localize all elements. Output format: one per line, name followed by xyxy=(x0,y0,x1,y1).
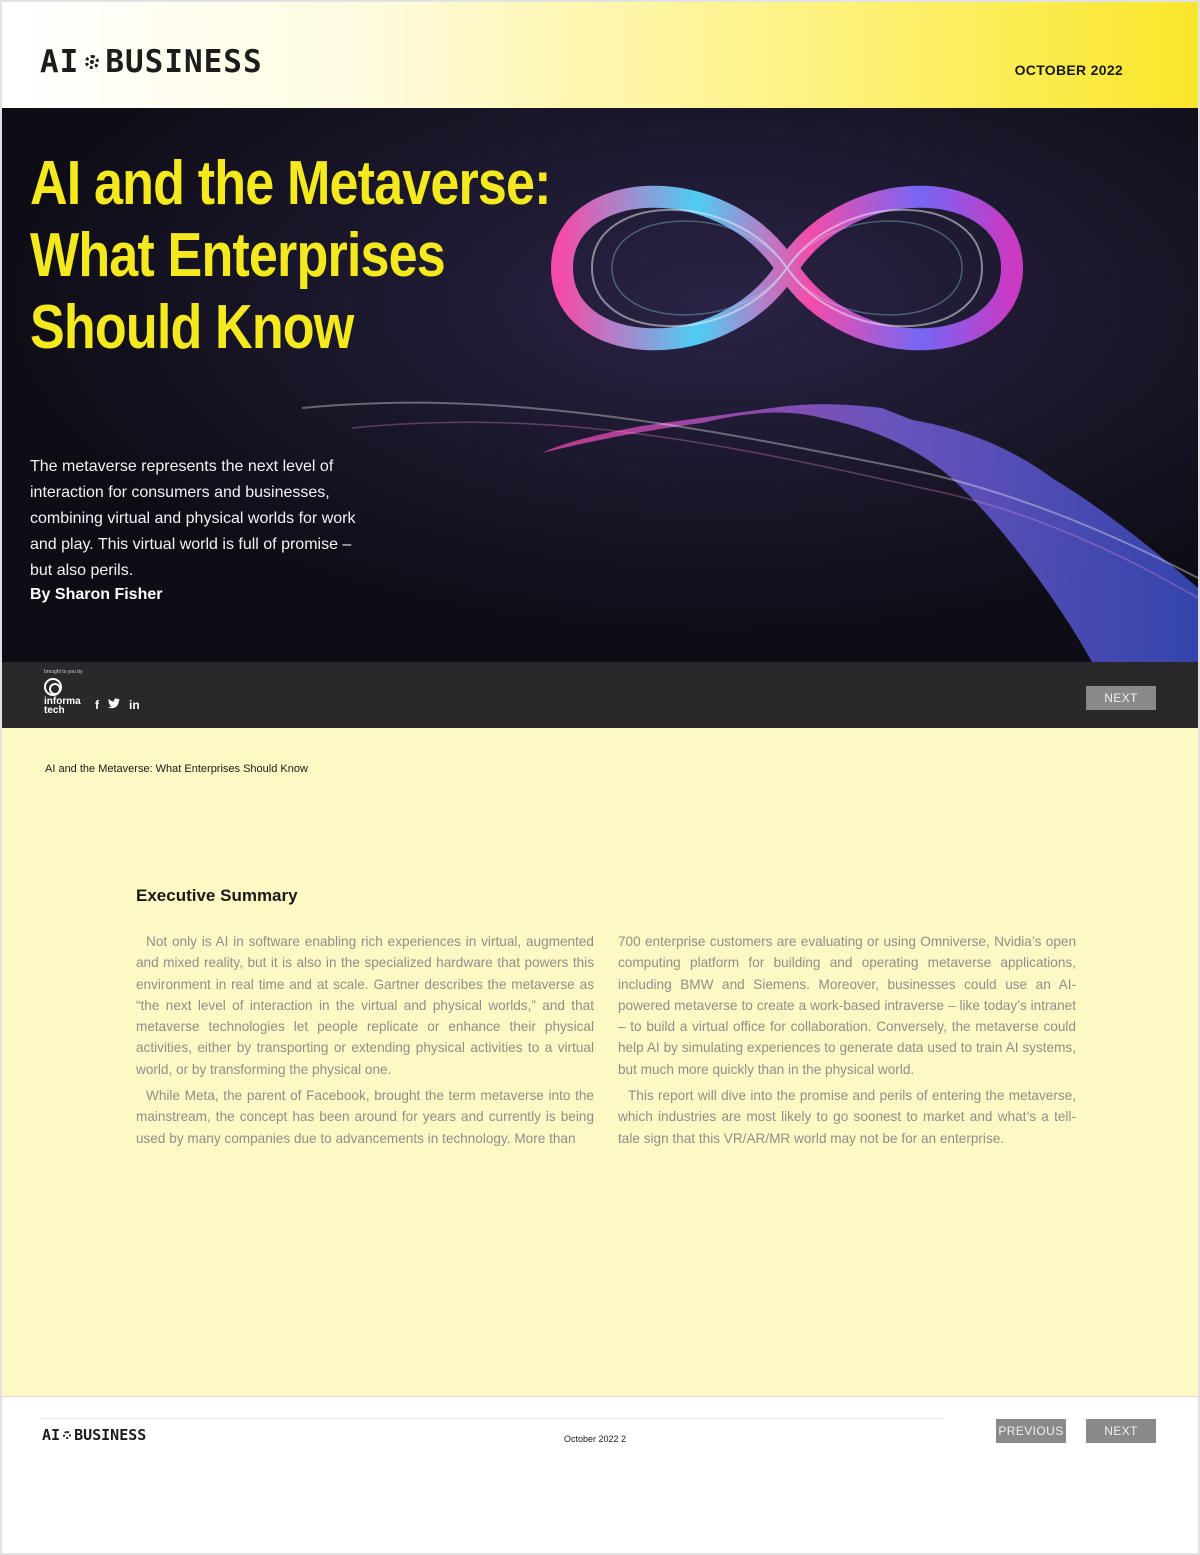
sponsor-line-1: informa xyxy=(44,696,81,707)
paragraph: 700 enterprise customers are evaluating or using Omniverse, Nvidia’s open computing platform for building and operating metaverse applications, including BMW and Siemens. Moreover, businesses could use an AI-powered metaverse to create a work-based intraverse – like today’s intranet – to build a virtual office for collaboration. Conversely, the metaverse could help AI by simulating experiences to generate data used to train AI systems, but much more quickly than in the physical world. xyxy=(618,934,1076,1077)
next-button[interactable]: NEXT xyxy=(1086,686,1156,710)
hero-title-line-2: What Enterprises xyxy=(30,221,445,290)
section-title: Executive Summary xyxy=(136,886,298,905)
gear-icon xyxy=(63,1431,71,1439)
running-head: AI and the Metaverse: What Enterprises Should Know xyxy=(45,763,308,775)
logo-text-ai: AI xyxy=(40,44,80,80)
footer-logo-text-business: BUSINESS xyxy=(74,1426,147,1444)
twitter-icon[interactable] xyxy=(108,698,120,712)
footer-logo xyxy=(42,1426,146,1444)
body-column-right xyxy=(618,931,1076,1149)
next-button[interactable]: NEXT xyxy=(1086,1419,1156,1443)
hero-toolbar xyxy=(2,662,1198,728)
gear-icon xyxy=(85,55,99,69)
facebook-icon[interactable]: f xyxy=(95,698,99,712)
linkedin-icon[interactable]: in xyxy=(129,698,140,712)
brought-to-you-by: brought to you by xyxy=(44,669,83,675)
ai-business-logo xyxy=(40,44,263,80)
informa-logo-icon xyxy=(44,678,62,696)
sponsor-line-2: tech xyxy=(44,705,65,716)
footer-divider xyxy=(42,1418,942,1419)
issue-date: OCTOBER 2022 xyxy=(1014,62,1123,78)
hero-intro: The metaverse represents the next level of interaction for consumers and businesses, combining virtual and physical worlds for work and play. This virtual world is full of promise – but also perils. xyxy=(30,458,356,579)
logo-text-business: BUSINESS xyxy=(105,44,263,80)
author-byline: By Sharon Fisher xyxy=(30,586,163,603)
sponsor-name xyxy=(44,697,81,715)
hero-title xyxy=(30,148,551,364)
social-links xyxy=(95,698,140,712)
paragraph: This report will dive into the promise and perils of entering the metaverse, which industries are most likely to go soonest to market and what’s a tell-tale sign that this VR/AR/MR world may not be for an enterprise. xyxy=(618,1088,1076,1146)
footer-logo-text-ai: AI xyxy=(42,1426,61,1444)
paragraph: While Meta, the parent of Facebook, brought the term metaverse into the mainstream, the concept has been around for years and currently is being used by many companies due to advancements in technology. More than xyxy=(136,1088,594,1146)
previous-button[interactable]: PREVIOUS xyxy=(996,1419,1066,1443)
hero-title-line-3: Should Know xyxy=(30,293,354,362)
hero-banner xyxy=(2,108,1198,662)
body-column-left xyxy=(136,931,594,1149)
page-footer xyxy=(2,1396,1198,1553)
page-number: October 2022 2 xyxy=(564,1434,627,1444)
summary-page xyxy=(2,728,1198,1396)
hero-title-line-1: AI and the Metaverse: xyxy=(30,149,551,218)
masthead xyxy=(2,2,1198,108)
paragraph: Not only is AI in software enabling rich experiences in virtual, augmented and mixed reality, but it is also in the specialized hardware that powers this environment in real time and at scale. Gartner describes the metaverse as “the next level of interaction in the virtual and physical worlds,” and that metaverse technologies let people replicate or enhance their physical activities, either by transporting or extending physical activities to a virtual world, or by transforming the physical one. xyxy=(136,934,594,1077)
